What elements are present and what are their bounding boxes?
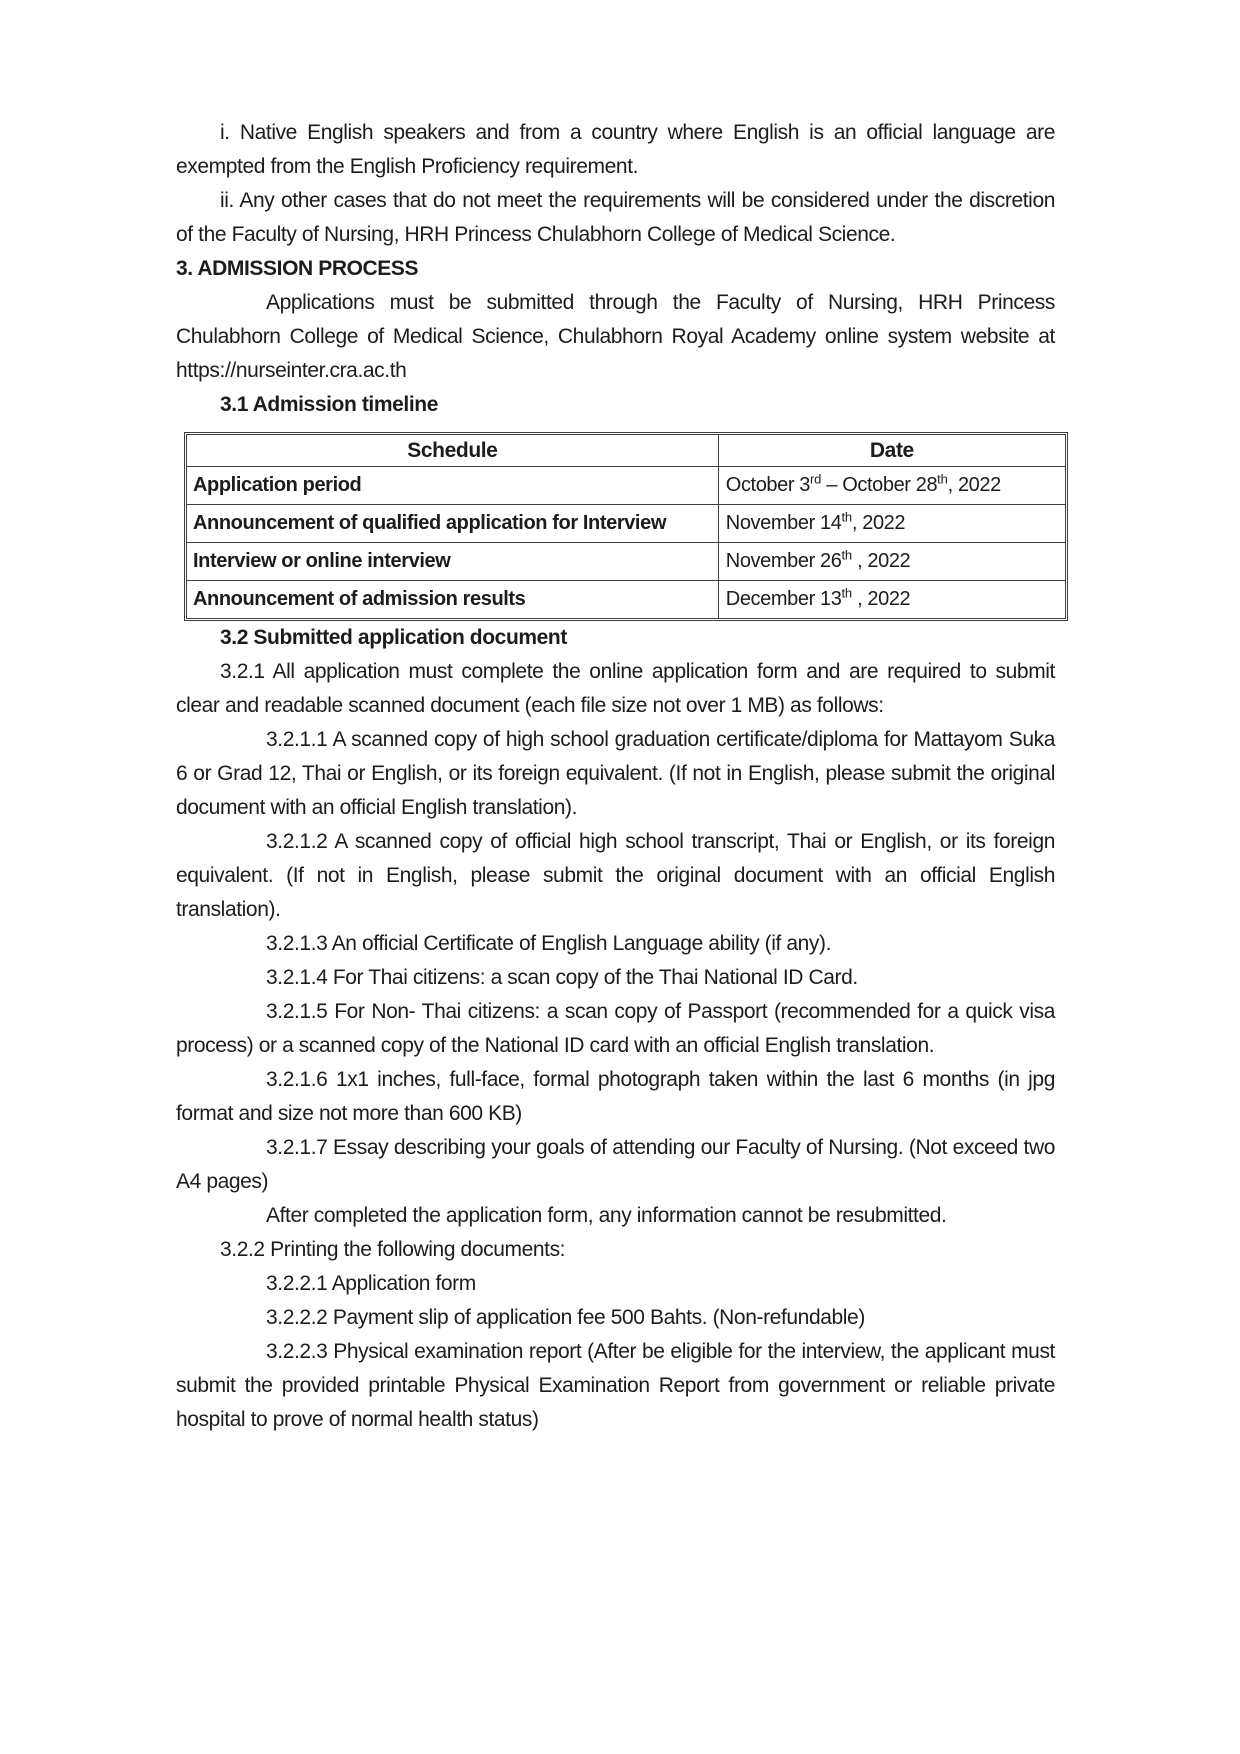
schedule-cell: Interview or online interview bbox=[187, 543, 719, 581]
date-ordinal-suffix: th bbox=[841, 547, 852, 563]
para-3-2-2-3: 3.2.2.3 Physical examination report (After be eligible for the interview, the applicant must submit the provided printable Physical Examination Report from government or reliable private hospital to prove of normal health status) bbox=[176, 1340, 1055, 1431]
para-3-2-2-2: 3.2.2.2 Payment slip of application fee 500 Bahts. (Non-refundable) bbox=[266, 1306, 865, 1329]
heading-admission-process: 3. ADMISSION PROCESS bbox=[176, 257, 419, 280]
document-body bbox=[176, 116, 1055, 1437]
para-3-2-1-5: 3.2.1.5 For Non- Thai citizens: a scan copy of Passport (recommended for a quick visa process) or a scanned copy of the National ID card with an official English translation. bbox=[176, 1000, 1055, 1057]
para-after-completed: After completed the application form, any information cannot be resubmitted. bbox=[266, 1204, 947, 1227]
date-cell: December 13th , 2022 bbox=[718, 581, 1065, 619]
date-ordinal-suffix: th bbox=[841, 585, 852, 601]
date-cell: November 14th, 2022 bbox=[718, 505, 1065, 543]
para-3-2-1-7: 3.2.1.7 Essay describing your goals of attending our Faculty of Nursing. (Not exceed two A4 pages) bbox=[176, 1136, 1055, 1193]
para-3-2-1-3: 3.2.1.3 An official Certificate of English Language ability (if any). bbox=[266, 932, 832, 955]
table-header-schedule: Schedule bbox=[187, 435, 719, 467]
schedule-cell: Announcement of admission results bbox=[187, 581, 719, 619]
table-row bbox=[187, 581, 1066, 619]
para-3-2-1-6: 3.2.1.6 1x1 inches, full-face, formal photograph taken within the last 6 months (in jpg format and size not more than 600 KB) bbox=[176, 1068, 1055, 1125]
date-ordinal-suffix: rd bbox=[810, 471, 822, 487]
date-ordinal-suffix: th bbox=[841, 509, 852, 525]
date-cell: October 3rd – October 28th, 2022 bbox=[718, 467, 1065, 505]
para-3-2-1: 3.2.1 All application must complete the online application form and are required to submit clear and readable scanned document (each file size not over 1 MB) as follows: bbox=[176, 660, 1055, 717]
table-header-date: Date bbox=[718, 435, 1065, 467]
date-ordinal-suffix: th bbox=[937, 471, 948, 487]
para-application-submission: Applications must be submitted through the Faculty of Nursing, HRH Princess Chulabhorn College of Medical Science, Chulabhorn Royal Academy online system website at https://nurseinter.cra.ac.th bbox=[176, 291, 1055, 382]
table-header-row bbox=[187, 435, 1066, 467]
table-row bbox=[187, 543, 1066, 581]
para-3-2-2-1: 3.2.2.1 Application form bbox=[266, 1272, 476, 1295]
intro-other-cases: ii. Any other cases that do not meet the requirements will be considered under the discretion of the Faculty of Nursing, HRH Princess Chulabhorn College of Medical Science. bbox=[176, 189, 1055, 246]
para-3-2-2: 3.2.2 Printing the following documents: bbox=[220, 1238, 566, 1261]
admission-timeline-table bbox=[184, 432, 1068, 621]
para-3-2-1-4: 3.2.1.4 For Thai citizens: a scan copy of the Thai National ID Card. bbox=[266, 966, 858, 989]
schedule-cell: Announcement of qualified application for Interview bbox=[187, 505, 719, 543]
intro-native-speakers: i. Native English speakers and from a country where English is an official language are exempted from the English Proficiency requirement. bbox=[176, 121, 1055, 178]
para-3-2-1-2: 3.2.1.2 A scanned copy of official high school transcript, Thai or English, or its foreign equivalent. (If not in English, please submit the original document with an official English translation). bbox=[176, 830, 1055, 921]
para-3-2-1-1: 3.2.1.1 A scanned copy of high school graduation certificate/diploma for Mattayom Suka 6 or Grad 12, Thai or English, or its foreign equivalent. (If not in English, please submit the original document with an official English translation). bbox=[176, 728, 1055, 819]
table-row bbox=[187, 467, 1066, 505]
table-row bbox=[187, 505, 1066, 543]
date-cell: November 26th , 2022 bbox=[718, 543, 1065, 581]
schedule-cell: Application period bbox=[187, 467, 719, 505]
heading-admission-timeline: 3.1 Admission timeline bbox=[220, 393, 438, 416]
heading-submitted-docs: 3.2 Submitted application document bbox=[220, 626, 567, 649]
